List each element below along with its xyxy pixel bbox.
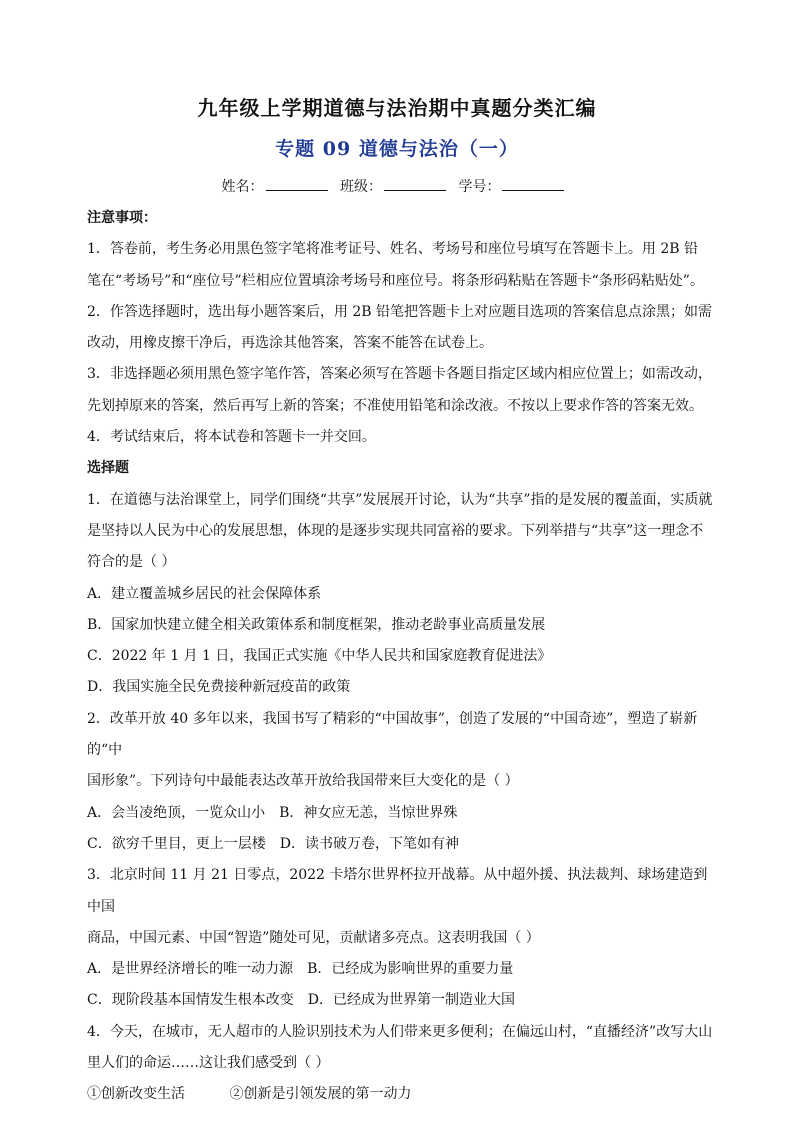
question-3-options-row: [87, 985, 717, 1016]
section-heading: 选择题: [87, 460, 129, 477]
exam-content: [87, 203, 717, 1111]
number-label: 学号：: [458, 179, 501, 195]
class-label: 班级：: [340, 179, 382, 195]
question-1-option-a[interactable]: A．建立覆盖城乡居民的社会保障体系: [87, 585, 322, 602]
question-3-stem: 商品，中国元素、中国“智造”随处可见，贡献诸多亮点。这表明我国（ ）: [87, 929, 540, 946]
notice-heading: 注意事项：: [87, 210, 157, 226]
notice-line: 笔在“考场号”和“座位号”栏相应位置填涂考场号和座位号。将条形码粘贴在答题卡“条形码粘贴处”。: [87, 272, 704, 289]
question-2-options-row: [87, 798, 717, 829]
question-4-stem: 里人们的命运……这让我们感受到（ ）: [87, 1055, 330, 1072]
question-1-option-d[interactable]: D．我国实施全民免费接种新冠疫苗的政策: [87, 679, 351, 696]
question-1-stem: 1．在道德与法治课堂上，同学们围绕“共享”发展展开讨论，认为“共享”指的是发展的覆盖面，实质就: [87, 491, 713, 508]
question-3-options-row: [87, 954, 717, 985]
notice-line: 3．非选择题必须用黑色签字笔作答，答案必须写在答题卡各题目指定区域内相应位置上；如需改动，: [87, 366, 712, 383]
name-label: 姓名：: [221, 179, 264, 195]
question-3-option-b[interactable]: B．已经成为影响世界的重要力量: [307, 961, 514, 978]
name-blank[interactable]: [266, 178, 328, 191]
notice-line: 2．作答选择题时，选出每小题答案后，用 2B 铅笔把答题卡上对应题目选项的答案信息点涂黑；如需: [87, 303, 713, 320]
page-title: 九年级上学期道德与法治期中真题分类汇编: [197, 96, 597, 120]
student-info-line: [0, 176, 794, 196]
question-2-option-a[interactable]: A．会当凌绝顶，一览众山小: [87, 804, 266, 821]
question-2-option-c[interactable]: C．欲穷千里目，更上一层楼: [87, 835, 266, 852]
question-3-option-c[interactable]: C．现阶段基本国情发生根本改变: [87, 992, 294, 1009]
question-4-statements: ①创新改变生活 ②创新是引领发展的第一动力: [87, 1086, 412, 1103]
notice-line: 1．答卷前，考生务必用黑色签字笔将准考证号、姓名、考场号和座位号填写在答题卡上。用 2B 铅: [87, 241, 699, 258]
class-blank[interactable]: [384, 178, 446, 191]
notice-line: 先划掉原来的答案，然后再写上新的答案；不准使用铅笔和涂改液。不按以上要求作答的答案无效。: [87, 397, 703, 414]
question-2-stem: 国形象”。下列诗句中最能表达改革开放给我国带来巨大变化的是（ ）: [87, 773, 519, 790]
question-2-options-row: [87, 829, 717, 860]
question-1-option-b[interactable]: B．国家加快建立健全相关政策体系和制度框架，推动老龄事业高质量发展: [87, 616, 546, 633]
question-1-stem: 符合的是（ ）: [87, 554, 176, 571]
question-1-option-c[interactable]: C．2022 年 1 月 1 日，我国正式实施《中华人民共和国家庭教育促进法》: [87, 648, 552, 665]
notice-line: 4．考试结束后，将本试卷和答题卡一并交回。: [87, 429, 376, 446]
number-blank[interactable]: [502, 178, 564, 191]
question-4-stem: 4．今天，在城市，无人超市的人脸识别技术为人们带来更多便利；在偏远山村，“直播经济”改写大山: [87, 1023, 713, 1040]
question-1-stem: 是坚持以人民为中心的发展思想，体现的是逐步实现共同富裕的要求。下列举措与“共享”这一理念不: [87, 522, 704, 539]
question-2-stem: 2．改革开放 40 多年以来，我国书写了精彩的“中国故事”，创造了发展的“中国奇迹”，塑造了崭新的“中: [87, 710, 698, 759]
question-3-option-a[interactable]: A．是世界经济增长的唯一动力源: [87, 961, 294, 978]
question-3-option-d[interactable]: D．已经成为世界第一制造业大国: [307, 992, 515, 1009]
question-3-stem: 3．北京时间 11 月 21 日零点，2022 卡塔尔世界杯拉开战幕。从中超外援、执法裁判、球场建造到中国: [87, 867, 708, 915]
page-subtitle: 专题 09 道德与法治（一）: [275, 138, 519, 160]
question-2-option-d[interactable]: D．读书破万卷，下笔如有神: [279, 835, 459, 852]
question-2-option-b[interactable]: B．神女应无恙，当惊世界殊: [279, 804, 458, 821]
notice-line: 改动，用橡皮擦干净后，再选涂其他答案，答案不能答在试卷上。: [87, 335, 493, 352]
